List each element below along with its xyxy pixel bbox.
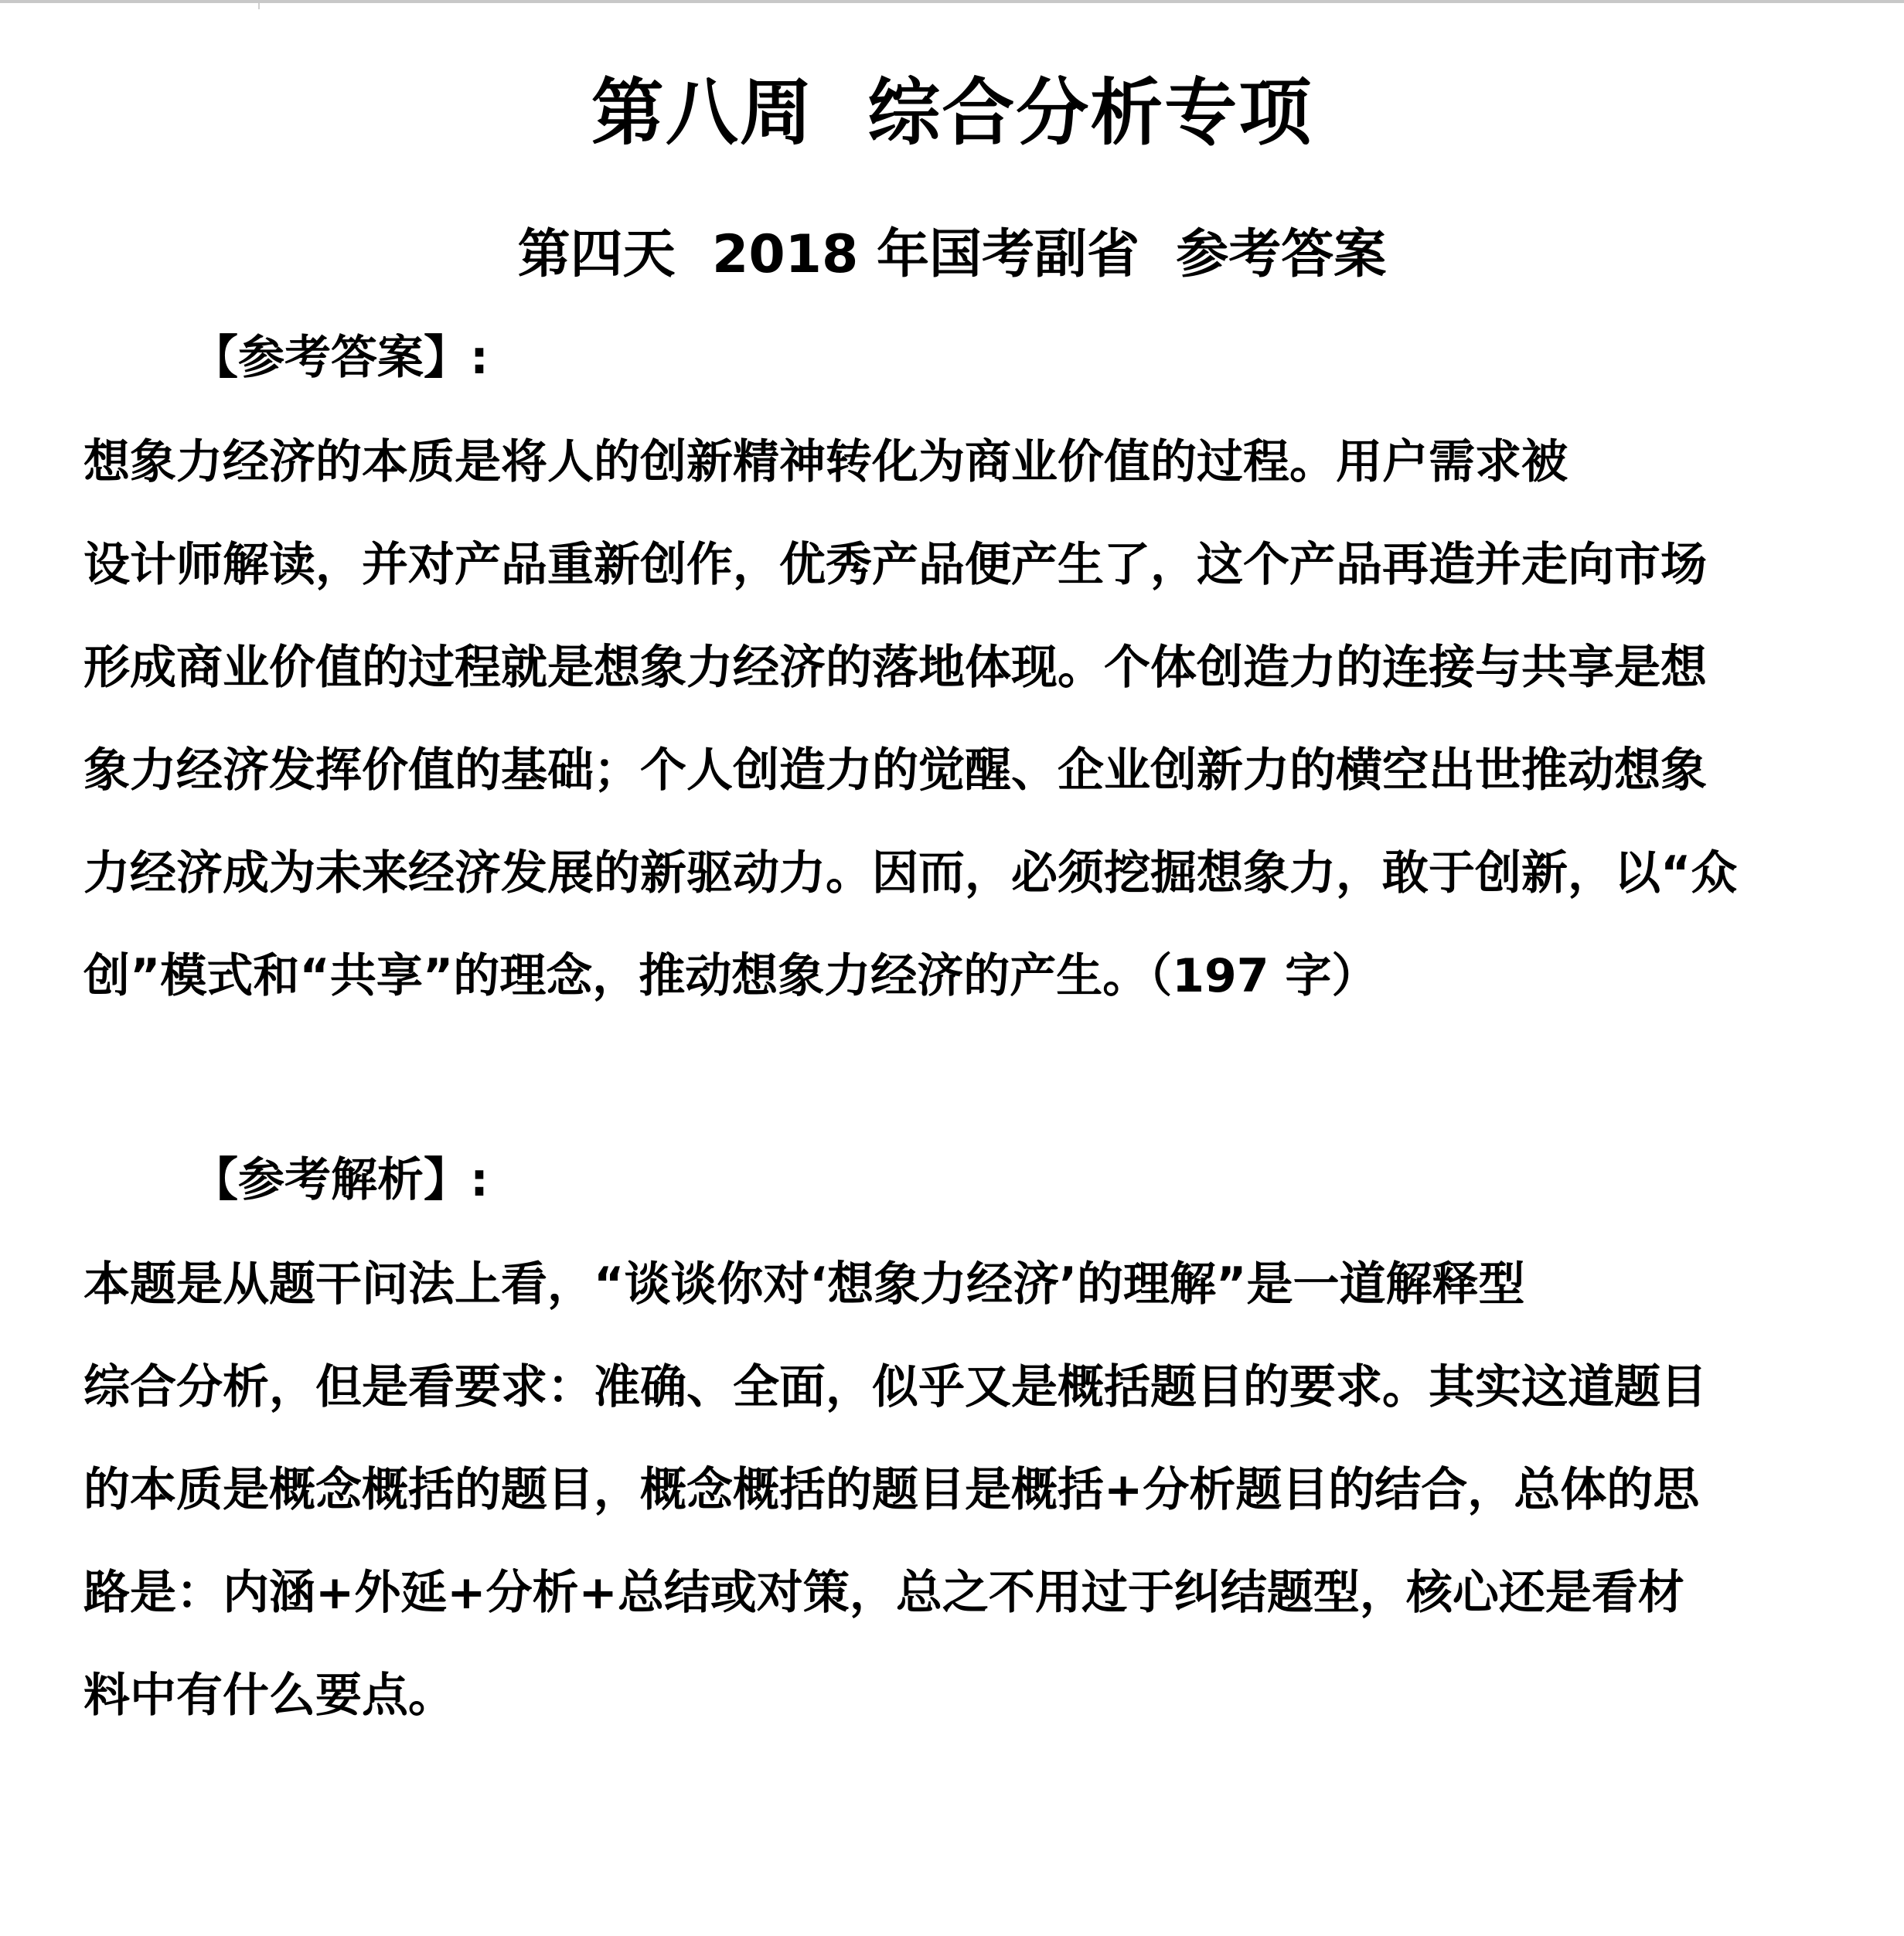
reference-answer-paragraph: 想象力经济的本质是将人的创新精神转化为商业价值的过程。用户需求被 设计师解读，并对产品重新创作，优秀产品便产生了，这个产品再造并走向市场 形成商业价值的过程就是想象力经济的落地体现。个体创造力的连接与共享是想 象力经济发挥价值的基础；个人创造力的觉醒、企业创新力的横空出世推动想象 力经济成为未来经济发展的新驱动力。因而，必须挖掘想象力，敢于创新，以“众 创”模式和“共享”的理念，推动想象力经济的产生。（197 字）: [83, 435, 1738, 1003]
document-subtitle: 第四天 2018 年国考副省 参考答案: [517, 224, 1387, 285]
reference-analysis-heading: 【参考解析】:: [192, 1153, 489, 1207]
top-border-line: [0, 0, 1904, 3]
document-title: 第八周 综合分析专项: [591, 71, 1313, 155]
top-border-tick: [258, 3, 260, 9]
reference-answer-heading: 【参考答案】:: [192, 331, 489, 385]
reference-analysis-paragraph: 本题是从题干问法上看，“谈谈你对‘想象力经济’的理解”是一道解释型 综合分析，但是看要求：准确、全面，似乎又是概括题目的要求。其实这道题目 的本质是概念概括的题目，概念概括的题目是概括+分析题目的结合，总体的思 路是：内涵+外延+分析+总结或对策，总之不用过于纠结题型，核心还是看材 料中有什么要点。: [83, 1257, 1707, 1723]
